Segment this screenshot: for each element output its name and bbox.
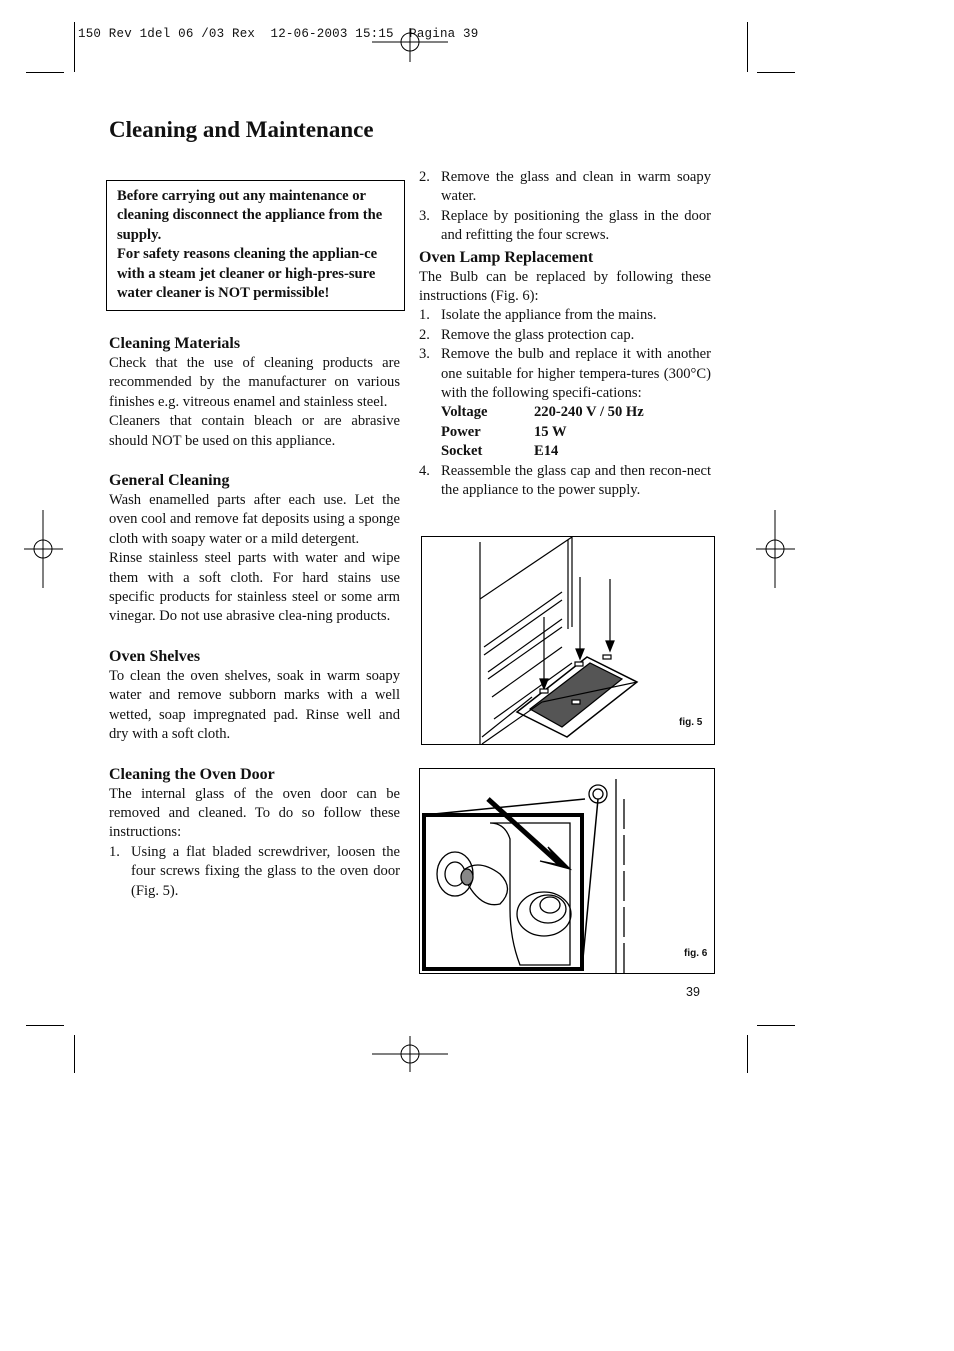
figure-5-oven-door-glass (421, 536, 715, 745)
paragraph: Cleaners that contain bleach or are abrasive should NOT be used on this appliance. (109, 413, 400, 449)
heading-general-cleaning: General Cleaning (109, 472, 230, 490)
page-number: 39 (686, 985, 700, 999)
section-oven-shelves (109, 647, 400, 745)
figure-5-caption: fig. 5 (679, 717, 703, 728)
heading-lamp-replacement: Oven Lamp Replacement (419, 248, 594, 266)
paragraph: Check that the use of cleaning products are recommended by the manufacturer on various finishes e.g. vitreous enamel and stainless steel. (109, 355, 400, 410)
paragraph: To clean the oven shelves, soak in warm soapy water and remove subborn marks with a well wetted, soap impregnated pad. Rinse well and dry with a soft cloth. (109, 667, 400, 743)
list-item: 2. Remove the glass and clean in warm soapy water. (419, 169, 711, 205)
print-slug: 150 Rev 1del 06 /03 Rex 12-06-2003 15:15 Pagina 39 (78, 27, 479, 41)
list-item: 3. Remove the bulb and replace it with another one suitable for higher tempera-tures (300°C) with the following specifi-cations: (419, 346, 711, 402)
warning-steam-cleaner: For safety reasons cleaning the applian-ce with a steam jet cleaner or high-pres-sure water cleaner is NOT permissible! (117, 246, 378, 302)
table-row: Power 15 W (441, 423, 567, 440)
page-title: Cleaning and Maintenance (109, 117, 374, 142)
paragraph: The internal glass of the oven door can be removed and cleaned. To do so follow these instructions: (109, 785, 400, 841)
paragraph: Wash enamelled parts after each use. Let the oven cool and remove fat deposits using a sponge cloth with soapy water or a mild detergent. (109, 492, 400, 547)
table-row: Voltage 220-240 V / 50 Hz (441, 404, 644, 421)
list-item: 1. Isolate the appliance from the mains. (419, 307, 657, 324)
heading-oven-door: Cleaning the Oven Door (109, 765, 275, 783)
section-cleaning-materials (109, 334, 400, 451)
paragraph: The Bulb can be replaced by following these instructions (Fig. 6): (419, 268, 711, 305)
figure-6-lamp-replacement (419, 768, 715, 974)
section-oven-door (109, 765, 400, 901)
oven-lamp-illustration (420, 769, 714, 973)
heading-cleaning-materials: Cleaning Materials (109, 335, 241, 352)
bulb-specifications-table (441, 403, 644, 461)
table-row: Socket E14 (441, 443, 559, 460)
warning-disconnect: Before carrying out any maintenance or cleaning disconnect the appliance from the supply. (117, 188, 383, 243)
list-item: 4. Reassemble the glass cap and then recon-nect the appliance to the power supply. (419, 462, 711, 499)
right-column (419, 168, 711, 501)
paragraph: Rinse stainless steel parts with water and wipe them with a soft cloth. For hard stains use specific products for stainless steel or some arm vinegar. Do not use abrasive clea-ning products. (109, 550, 400, 625)
safety-warning-box (106, 180, 405, 311)
heading-oven-shelves: Oven Shelves (109, 647, 201, 665)
list-item: 1. Using a flat bladed screwdriver, loosen the four screws fixing the glass to the oven door (Fig. 5). (109, 843, 400, 899)
oven-door-illustration (422, 537, 714, 744)
list-item: 3. Replace by positioning the glass in the door and refitting the four screws. (419, 207, 711, 244)
list-item: 2. Remove the glass protection cap. (419, 326, 635, 343)
section-general-cleaning (109, 471, 400, 627)
figure-6-caption: fig. 6 (684, 948, 708, 959)
left-column (109, 334, 400, 921)
